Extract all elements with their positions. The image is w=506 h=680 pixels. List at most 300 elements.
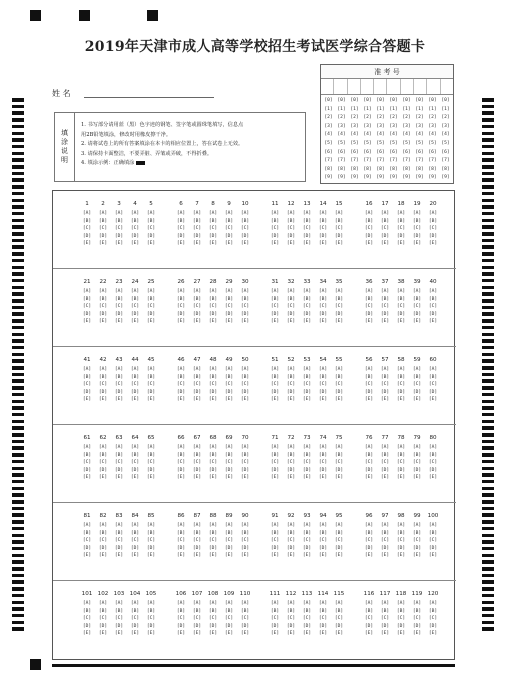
candidate-id-bubble[interactable]: [7]	[324, 158, 333, 164]
answer-bubble[interactable]: [D]	[396, 467, 406, 473]
answer-bubble[interactable]: [E]	[224, 631, 234, 637]
answer-bubble[interactable]: [A]	[82, 367, 92, 372]
answer-bubble[interactable]: [B]	[224, 608, 234, 614]
answer-bubble[interactable]: [E]	[82, 553, 92, 559]
answer-bubble[interactable]: [D]	[286, 545, 296, 551]
answer-bubble[interactable]: [E]	[318, 631, 328, 637]
answer-bubble[interactable]: [D]	[130, 467, 140, 473]
answer-bubble[interactable]: [A]	[146, 211, 156, 216]
candidate-id-bubble[interactable]: [5]	[350, 140, 359, 146]
answer-bubble[interactable]: [A]	[146, 367, 156, 372]
answer-bubble[interactable]: [B]	[146, 296, 156, 302]
answer-bubble[interactable]: [D]	[240, 233, 250, 239]
answer-bubble[interactable]: [B]	[412, 296, 422, 302]
answer-bubble[interactable]: [C]	[192, 304, 202, 310]
answer-bubble[interactable]: [E]	[286, 631, 296, 637]
candidate-id-bubble[interactable]: [7]	[350, 158, 359, 164]
answer-bubble[interactable]: [B]	[270, 218, 280, 224]
answer-bubble[interactable]: [B]	[318, 608, 328, 614]
answer-bubble[interactable]: [E]	[334, 631, 344, 637]
answer-bubble[interactable]: [E]	[114, 553, 124, 559]
answer-bubble[interactable]: [E]	[270, 397, 280, 403]
answer-bubble[interactable]: [C]	[318, 382, 328, 388]
answer-bubble[interactable]: [D]	[224, 389, 234, 395]
answer-bubble[interactable]: [A]	[286, 367, 296, 372]
answer-bubble[interactable]: [A]	[380, 289, 390, 294]
answer-bubble[interactable]: [D]	[428, 389, 438, 395]
candidate-id-write-cell[interactable]	[334, 79, 347, 94]
answer-bubble[interactable]: [E]	[82, 397, 92, 403]
answer-bubble[interactable]: [E]	[302, 319, 312, 325]
answer-bubble[interactable]: [D]	[114, 545, 124, 551]
answer-bubble[interactable]: [B]	[302, 374, 312, 380]
answer-bubble[interactable]: [D]	[334, 233, 344, 239]
candidate-id-bubble[interactable]: [1]	[415, 106, 424, 112]
answer-bubble[interactable]: [A]	[82, 211, 92, 216]
answer-bubble[interactable]: [B]	[364, 452, 374, 458]
answer-bubble[interactable]: [A]	[176, 367, 186, 372]
answer-bubble[interactable]: [D]	[130, 545, 140, 551]
answer-bubble[interactable]: [B]	[380, 218, 390, 224]
answer-bubble[interactable]: [A]	[114, 211, 124, 216]
answer-bubble[interactable]: [E]	[98, 397, 108, 403]
answer-bubble[interactable]: [D]	[270, 467, 280, 473]
answer-bubble[interactable]: [D]	[176, 311, 186, 317]
answer-bubble[interactable]: [B]	[114, 296, 124, 302]
answer-bubble[interactable]: [D]	[130, 389, 140, 395]
candidate-id-bubble[interactable]: [3]	[350, 123, 359, 129]
candidate-id-bubble[interactable]: [0]	[441, 98, 450, 103]
candidate-id-bubble[interactable]: [6]	[415, 149, 424, 155]
candidate-id-bubble[interactable]: [8]	[402, 166, 411, 172]
answer-bubble[interactable]: [E]	[286, 319, 296, 325]
answer-bubble[interactable]: [A]	[428, 289, 438, 294]
candidate-id-bubble[interactable]: [5]	[389, 140, 398, 146]
answer-bubble[interactable]: [C]	[412, 460, 422, 466]
answer-bubble[interactable]: [B]	[114, 530, 124, 536]
answer-bubble[interactable]: [E]	[364, 397, 374, 403]
candidate-id-bubble[interactable]: [9]	[402, 175, 411, 181]
answer-bubble[interactable]: [B]	[412, 218, 422, 224]
answer-bubble[interactable]: [B]	[224, 530, 234, 536]
answer-bubble[interactable]: [A]	[380, 211, 390, 216]
answer-bubble[interactable]: [B]	[176, 218, 186, 224]
answer-bubble[interactable]: [D]	[130, 233, 140, 239]
candidate-id-bubble[interactable]: [0]	[389, 98, 398, 103]
answer-bubble[interactable]: [A]	[224, 445, 234, 450]
answer-bubble[interactable]: [D]	[302, 311, 312, 317]
answer-bubble[interactable]: [C]	[98, 226, 108, 232]
candidate-id-bubble[interactable]: [0]	[415, 98, 424, 103]
answer-bubble[interactable]: [A]	[302, 445, 312, 450]
answer-bubble[interactable]: [B]	[208, 218, 218, 224]
candidate-id-bubble[interactable]: [2]	[402, 115, 411, 121]
answer-bubble[interactable]: [B]	[192, 374, 202, 380]
candidate-id-bubble[interactable]: [0]	[402, 98, 411, 103]
candidate-id-bubble[interactable]: [9]	[350, 175, 359, 181]
answer-bubble[interactable]: [E]	[192, 241, 202, 247]
answer-bubble[interactable]: [C]	[270, 226, 280, 232]
candidate-id-bubble[interactable]: [9]	[428, 175, 437, 181]
answer-bubble[interactable]: [B]	[176, 374, 186, 380]
answer-bubble[interactable]: [D]	[208, 233, 218, 239]
answer-bubble[interactable]: [D]	[208, 623, 218, 629]
answer-bubble[interactable]: [C]	[130, 460, 140, 466]
answer-bubble[interactable]: [D]	[396, 233, 406, 239]
answer-bubble[interactable]: [C]	[412, 226, 422, 232]
answer-bubble[interactable]: [B]	[396, 530, 406, 536]
answer-bubble[interactable]: [B]	[334, 608, 344, 614]
answer-bubble[interactable]: [C]	[380, 460, 390, 466]
answer-bubble[interactable]: [E]	[380, 631, 390, 637]
answer-bubble[interactable]: [A]	[270, 211, 280, 216]
answer-bubble[interactable]: [C]	[224, 616, 234, 622]
answer-bubble[interactable]: [E]	[396, 397, 406, 403]
answer-bubble[interactable]: [C]	[240, 460, 250, 466]
answer-bubble[interactable]: [B]	[270, 296, 280, 302]
answer-bubble[interactable]: [B]	[334, 374, 344, 380]
answer-bubble[interactable]: [A]	[176, 445, 186, 450]
answer-bubble[interactable]: [D]	[396, 623, 406, 629]
answer-bubble[interactable]: [B]	[240, 296, 250, 302]
answer-bubble[interactable]: [C]	[428, 538, 438, 544]
answer-bubble[interactable]: [A]	[364, 367, 374, 372]
answer-bubble[interactable]: [B]	[146, 530, 156, 536]
answer-bubble[interactable]: [A]	[302, 211, 312, 216]
answer-bubble[interactable]: [B]	[270, 530, 280, 536]
answer-bubble[interactable]: [A]	[380, 601, 390, 606]
answer-bubble[interactable]: [D]	[380, 467, 390, 473]
candidate-id-bubble[interactable]: [8]	[389, 166, 398, 172]
answer-bubble[interactable]: [C]	[114, 460, 124, 466]
answer-bubble[interactable]: [C]	[146, 226, 156, 232]
candidate-id-bubble[interactable]: [7]	[441, 158, 450, 164]
candidate-id-bubble[interactable]: [8]	[324, 166, 333, 172]
answer-bubble[interactable]: [A]	[380, 523, 390, 528]
answer-bubble[interactable]: [E]	[428, 475, 438, 481]
answer-bubble[interactable]: [A]	[146, 601, 156, 606]
candidate-id-bubble[interactable]: [3]	[441, 123, 450, 129]
answer-bubble[interactable]: [D]	[334, 467, 344, 473]
answer-bubble[interactable]: [C]	[396, 382, 406, 388]
answer-bubble[interactable]: [C]	[208, 460, 218, 466]
candidate-id-bubble[interactable]: [1]	[350, 106, 359, 112]
candidate-id-bubble[interactable]: [2]	[363, 115, 372, 121]
answer-bubble[interactable]: [D]	[334, 545, 344, 551]
answer-bubble[interactable]: [A]	[224, 211, 234, 216]
answer-bubble[interactable]: [C]	[318, 460, 328, 466]
answer-bubble[interactable]: [B]	[240, 374, 250, 380]
answer-bubble[interactable]: [C]	[302, 382, 312, 388]
answer-bubble[interactable]: [C]	[380, 226, 390, 232]
candidate-id-write-cell[interactable]	[374, 79, 387, 94]
answer-bubble[interactable]: [C]	[396, 226, 406, 232]
answer-bubble[interactable]: [C]	[286, 304, 296, 310]
answer-bubble[interactable]: [B]	[130, 608, 140, 614]
answer-bubble[interactable]: [D]	[82, 467, 92, 473]
answer-bubble[interactable]: [E]	[176, 631, 186, 637]
candidate-id-bubble[interactable]: [9]	[415, 175, 424, 181]
answer-bubble[interactable]: [D]	[224, 467, 234, 473]
answer-bubble[interactable]: [B]	[364, 374, 374, 380]
answer-bubble[interactable]: [D]	[224, 311, 234, 317]
answer-bubble[interactable]: [D]	[396, 311, 406, 317]
answer-bubble[interactable]: [A]	[412, 367, 422, 372]
answer-bubble[interactable]: [D]	[176, 623, 186, 629]
answer-bubble[interactable]: [A]	[82, 289, 92, 294]
answer-bubble[interactable]: [C]	[114, 382, 124, 388]
answer-bubble[interactable]: [A]	[146, 289, 156, 294]
answer-bubble[interactable]: [E]	[82, 241, 92, 247]
answer-bubble[interactable]: [C]	[192, 616, 202, 622]
answer-bubble[interactable]: [B]	[318, 296, 328, 302]
answer-bubble[interactable]: [C]	[302, 226, 312, 232]
answer-bubble[interactable]: [B]	[302, 452, 312, 458]
answer-bubble[interactable]: [C]	[114, 304, 124, 310]
answer-bubble[interactable]: [D]	[318, 545, 328, 551]
answer-bubble[interactable]: [D]	[240, 545, 250, 551]
answer-bubble[interactable]: [D]	[396, 389, 406, 395]
answer-bubble[interactable]: [B]	[428, 608, 438, 614]
answer-bubble[interactable]: [C]	[380, 616, 390, 622]
answer-bubble[interactable]: [A]	[428, 211, 438, 216]
answer-bubble[interactable]: [B]	[334, 296, 344, 302]
answer-bubble[interactable]: [E]	[130, 319, 140, 325]
answer-bubble[interactable]: [A]	[192, 289, 202, 294]
answer-bubble[interactable]: [D]	[82, 623, 92, 629]
answer-bubble[interactable]: [D]	[270, 311, 280, 317]
answer-bubble[interactable]: [C]	[364, 460, 374, 466]
answer-bubble[interactable]: [A]	[114, 601, 124, 606]
candidate-id-bubble[interactable]: [8]	[363, 166, 372, 172]
answer-bubble[interactable]: [B]	[192, 218, 202, 224]
answer-bubble[interactable]: [B]	[82, 608, 92, 614]
candidate-id-bubble[interactable]: [5]	[428, 140, 437, 146]
answer-bubble[interactable]: [C]	[412, 538, 422, 544]
answer-bubble[interactable]: [B]	[396, 374, 406, 380]
answer-bubble[interactable]: [A]	[240, 601, 250, 606]
answer-bubble[interactable]: [A]	[334, 601, 344, 606]
answer-bubble[interactable]: [D]	[192, 623, 202, 629]
candidate-id-bubble[interactable]: [9]	[389, 175, 398, 181]
answer-bubble[interactable]: [A]	[286, 289, 296, 294]
answer-bubble[interactable]: [E]	[208, 319, 218, 325]
candidate-id-bubble[interactable]: [4]	[376, 132, 385, 138]
answer-bubble[interactable]: [B]	[318, 218, 328, 224]
answer-bubble[interactable]: [A]	[286, 445, 296, 450]
candidate-id-bubble[interactable]: [6]	[376, 149, 385, 155]
answer-bubble[interactable]: [E]	[208, 241, 218, 247]
answer-bubble[interactable]: [E]	[412, 553, 422, 559]
answer-bubble[interactable]: [C]	[82, 616, 92, 622]
answer-bubble[interactable]: [B]	[286, 608, 296, 614]
answer-bubble[interactable]: [E]	[286, 553, 296, 559]
answer-bubble[interactable]: [D]	[318, 623, 328, 629]
answer-bubble[interactable]: [D]	[412, 467, 422, 473]
answer-bubble[interactable]: [B]	[224, 218, 234, 224]
answer-bubble[interactable]: [D]	[98, 545, 108, 551]
candidate-id-bubble[interactable]: [9]	[324, 175, 333, 181]
answer-bubble[interactable]: [D]	[270, 545, 280, 551]
candidate-id-bubble[interactable]: [2]	[415, 115, 424, 121]
answer-bubble[interactable]: [E]	[318, 475, 328, 481]
answer-bubble[interactable]: [E]	[286, 397, 296, 403]
answer-bubble[interactable]: [A]	[270, 601, 280, 606]
answer-bubble[interactable]: [D]	[82, 233, 92, 239]
answer-bubble[interactable]: [E]	[240, 475, 250, 481]
answer-bubble[interactable]: [A]	[396, 445, 406, 450]
answer-bubble[interactable]: [A]	[82, 445, 92, 450]
answer-bubble[interactable]: [A]	[396, 523, 406, 528]
answer-bubble[interactable]: [A]	[240, 367, 250, 372]
answer-bubble[interactable]: [A]	[98, 523, 108, 528]
answer-bubble[interactable]: [A]	[270, 523, 280, 528]
answer-bubble[interactable]: [D]	[428, 545, 438, 551]
answer-bubble[interactable]: [A]	[396, 601, 406, 606]
answer-bubble[interactable]: [B]	[146, 218, 156, 224]
answer-bubble[interactable]: [B]	[130, 374, 140, 380]
answer-bubble[interactable]: [C]	[334, 460, 344, 466]
answer-bubble[interactable]: [E]	[270, 553, 280, 559]
answer-bubble[interactable]: [B]	[412, 530, 422, 536]
answer-bubble[interactable]: [C]	[130, 382, 140, 388]
answer-bubble[interactable]: [C]	[98, 304, 108, 310]
answer-bubble[interactable]: [B]	[192, 296, 202, 302]
candidate-id-bubble[interactable]: [8]	[376, 166, 385, 172]
answer-bubble[interactable]: [D]	[380, 389, 390, 395]
answer-bubble[interactable]: [E]	[114, 475, 124, 481]
answer-bubble[interactable]: [E]	[334, 397, 344, 403]
answer-bubble[interactable]: [C]	[82, 460, 92, 466]
candidate-id-write-cell[interactable]	[361, 79, 374, 94]
answer-bubble[interactable]: [E]	[146, 553, 156, 559]
answer-bubble[interactable]: [D]	[192, 467, 202, 473]
answer-bubble[interactable]: [E]	[98, 475, 108, 481]
candidate-id-bubble[interactable]: [3]	[428, 123, 437, 129]
answer-bubble[interactable]: [C]	[396, 460, 406, 466]
candidate-id-write-cell[interactable]	[348, 79, 361, 94]
answer-bubble[interactable]: [A]	[334, 289, 344, 294]
answer-bubble[interactable]: [D]	[240, 467, 250, 473]
candidate-id-write-cell[interactable]	[427, 79, 440, 94]
answer-bubble[interactable]: [C]	[302, 538, 312, 544]
answer-bubble[interactable]: [D]	[396, 545, 406, 551]
answer-bubble[interactable]: [C]	[334, 538, 344, 544]
answer-bubble[interactable]: [A]	[334, 445, 344, 450]
candidate-id-bubble[interactable]: [7]	[337, 158, 346, 164]
answer-bubble[interactable]: [C]	[286, 226, 296, 232]
answer-bubble[interactable]: [B]	[208, 374, 218, 380]
candidate-id-bubble[interactable]: [6]	[324, 149, 333, 155]
candidate-id-bubble[interactable]: [3]	[389, 123, 398, 129]
candidate-id-write-row[interactable]	[321, 79, 453, 95]
answer-bubble[interactable]: [B]	[428, 452, 438, 458]
answer-bubble[interactable]: [D]	[380, 545, 390, 551]
answer-bubble[interactable]: [B]	[396, 296, 406, 302]
answer-bubble[interactable]: [D]	[302, 467, 312, 473]
answer-bubble[interactable]: [E]	[302, 631, 312, 637]
answer-bubble[interactable]: [D]	[114, 467, 124, 473]
answer-bubble[interactable]: [D]	[192, 545, 202, 551]
answer-bubble[interactable]: [D]	[114, 623, 124, 629]
answer-bubble[interactable]: [E]	[364, 553, 374, 559]
answer-bubble[interactable]: [B]	[130, 452, 140, 458]
answer-bubble[interactable]: [A]	[412, 289, 422, 294]
answer-bubble[interactable]: [D]	[380, 233, 390, 239]
answer-bubble[interactable]: [D]	[130, 623, 140, 629]
answer-bubble[interactable]: [B]	[98, 218, 108, 224]
answer-bubble[interactable]: [E]	[364, 475, 374, 481]
answer-bubble[interactable]: [C]	[396, 304, 406, 310]
answer-bubble[interactable]: [A]	[412, 445, 422, 450]
answer-bubble[interactable]: [D]	[412, 233, 422, 239]
answer-bubble[interactable]: [A]	[114, 523, 124, 528]
answer-bubble[interactable]: [B]	[82, 296, 92, 302]
answer-bubble[interactable]: [E]	[270, 319, 280, 325]
answer-bubble[interactable]: [A]	[98, 601, 108, 606]
candidate-id-bubble[interactable]: [1]	[324, 106, 333, 112]
answer-bubble[interactable]: [B]	[240, 452, 250, 458]
answer-bubble[interactable]: [E]	[428, 553, 438, 559]
answer-bubble[interactable]: [E]	[302, 553, 312, 559]
answer-bubble[interactable]: [B]	[130, 218, 140, 224]
answer-bubble[interactable]: [C]	[192, 382, 202, 388]
answer-bubble[interactable]: [E]	[428, 241, 438, 247]
candidate-id-bubble[interactable]: [0]	[428, 98, 437, 103]
answer-bubble[interactable]: [D]	[428, 467, 438, 473]
answer-bubble[interactable]: [E]	[208, 631, 218, 637]
answer-bubble[interactable]: [B]	[114, 452, 124, 458]
answer-bubble[interactable]: [C]	[130, 226, 140, 232]
answer-bubble[interactable]: [C]	[240, 538, 250, 544]
candidate-id-bubble[interactable]: [3]	[363, 123, 372, 129]
answer-bubble[interactable]: [C]	[270, 382, 280, 388]
answer-bubble[interactable]: [A]	[380, 367, 390, 372]
candidate-id-bubble[interactable]: [4]	[428, 132, 437, 138]
answer-bubble[interactable]: [D]	[98, 389, 108, 395]
answer-bubble[interactable]: [C]	[146, 304, 156, 310]
answer-bubble[interactable]: [A]	[318, 289, 328, 294]
answer-bubble[interactable]: [B]	[396, 452, 406, 458]
answer-bubble[interactable]: [B]	[114, 608, 124, 614]
answer-bubble[interactable]: [D]	[82, 311, 92, 317]
answer-bubble[interactable]: [B]	[208, 452, 218, 458]
answer-bubble[interactable]: [A]	[176, 289, 186, 294]
answer-bubble[interactable]: [D]	[146, 311, 156, 317]
answer-bubble[interactable]: [B]	[176, 452, 186, 458]
answer-bubble[interactable]: [A]	[192, 211, 202, 216]
candidate-id-bubble[interactable]: [4]	[324, 132, 333, 138]
candidate-id-bubble[interactable]: [8]	[350, 166, 359, 172]
answer-bubble[interactable]: [C]	[286, 538, 296, 544]
answer-bubble[interactable]: [D]	[286, 389, 296, 395]
answer-bubble[interactable]: [E]	[364, 319, 374, 325]
answer-bubble[interactable]: [A]	[318, 211, 328, 216]
candidate-id-bubble[interactable]: [3]	[337, 123, 346, 129]
answer-bubble[interactable]: [E]	[192, 475, 202, 481]
answer-bubble[interactable]: [E]	[208, 553, 218, 559]
answer-bubble[interactable]: [D]	[224, 233, 234, 239]
answer-bubble[interactable]: [D]	[98, 467, 108, 473]
answer-bubble[interactable]: [A]	[302, 601, 312, 606]
candidate-id-bubble[interactable]: [5]	[441, 140, 450, 146]
answer-bubble[interactable]: [B]	[114, 374, 124, 380]
answer-bubble[interactable]: [E]	[82, 475, 92, 481]
answer-bubble[interactable]: [E]	[240, 397, 250, 403]
answer-bubble[interactable]: [E]	[270, 631, 280, 637]
answer-bubble[interactable]: [E]	[428, 319, 438, 325]
answer-bubble[interactable]: [D]	[286, 233, 296, 239]
